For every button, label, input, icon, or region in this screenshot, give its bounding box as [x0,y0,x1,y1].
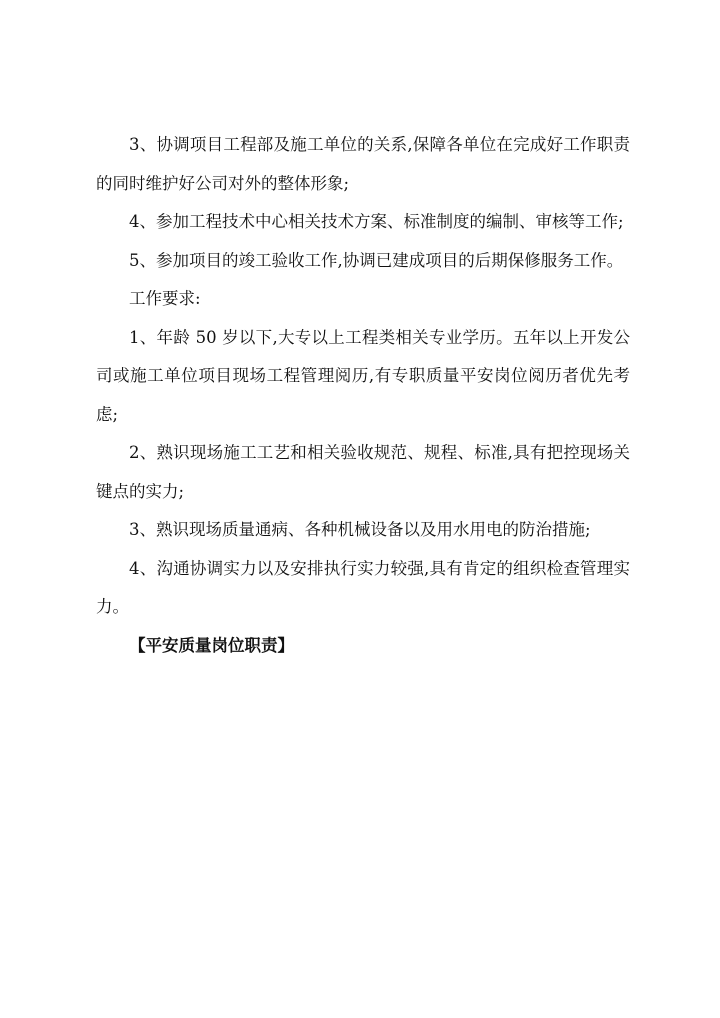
paragraph-requirement-3: 3、熟识现场质量通病、各种机械设备以及用水用电的防治措施; [129,520,591,539]
paragraph-duty-4: 4、参加工程技术中心相关技术方案、标准制度的编制、审核等工作; [129,212,624,231]
paragraph-duty-3: 3、协调项目工程部及施工单位的关系,保障各单位在完成好工作职责的同时维护好公司对外的整体形象; [96,135,630,193]
paragraph-requirement-1: 1、年龄 50 岁以下,大专以上工程类相关专业学历。五年以上开发公司或施工单位项目现场工程管理阅历,有专职质量平安岗位阅历者优先考虑; [96,327,630,424]
requirements-label: 工作要求: [129,289,201,308]
paragraph-duty-5: 5、参加项目的竣工验收工作,协调已建成项目的后期保修服务工作。 [129,250,624,270]
document-body [96,126,630,665]
paragraph-requirement-2: 2、熟识现场施工工艺和相关验收规范、规程、标准,具有把控现场关键点的实力; [96,443,630,501]
section-heading: 【平安质量岗位职责】 [129,635,294,655]
paragraph-requirement-4: 4、沟通协调实力以及安排执行实力较强,具有肯定的组织检查管理实力。 [96,558,630,616]
